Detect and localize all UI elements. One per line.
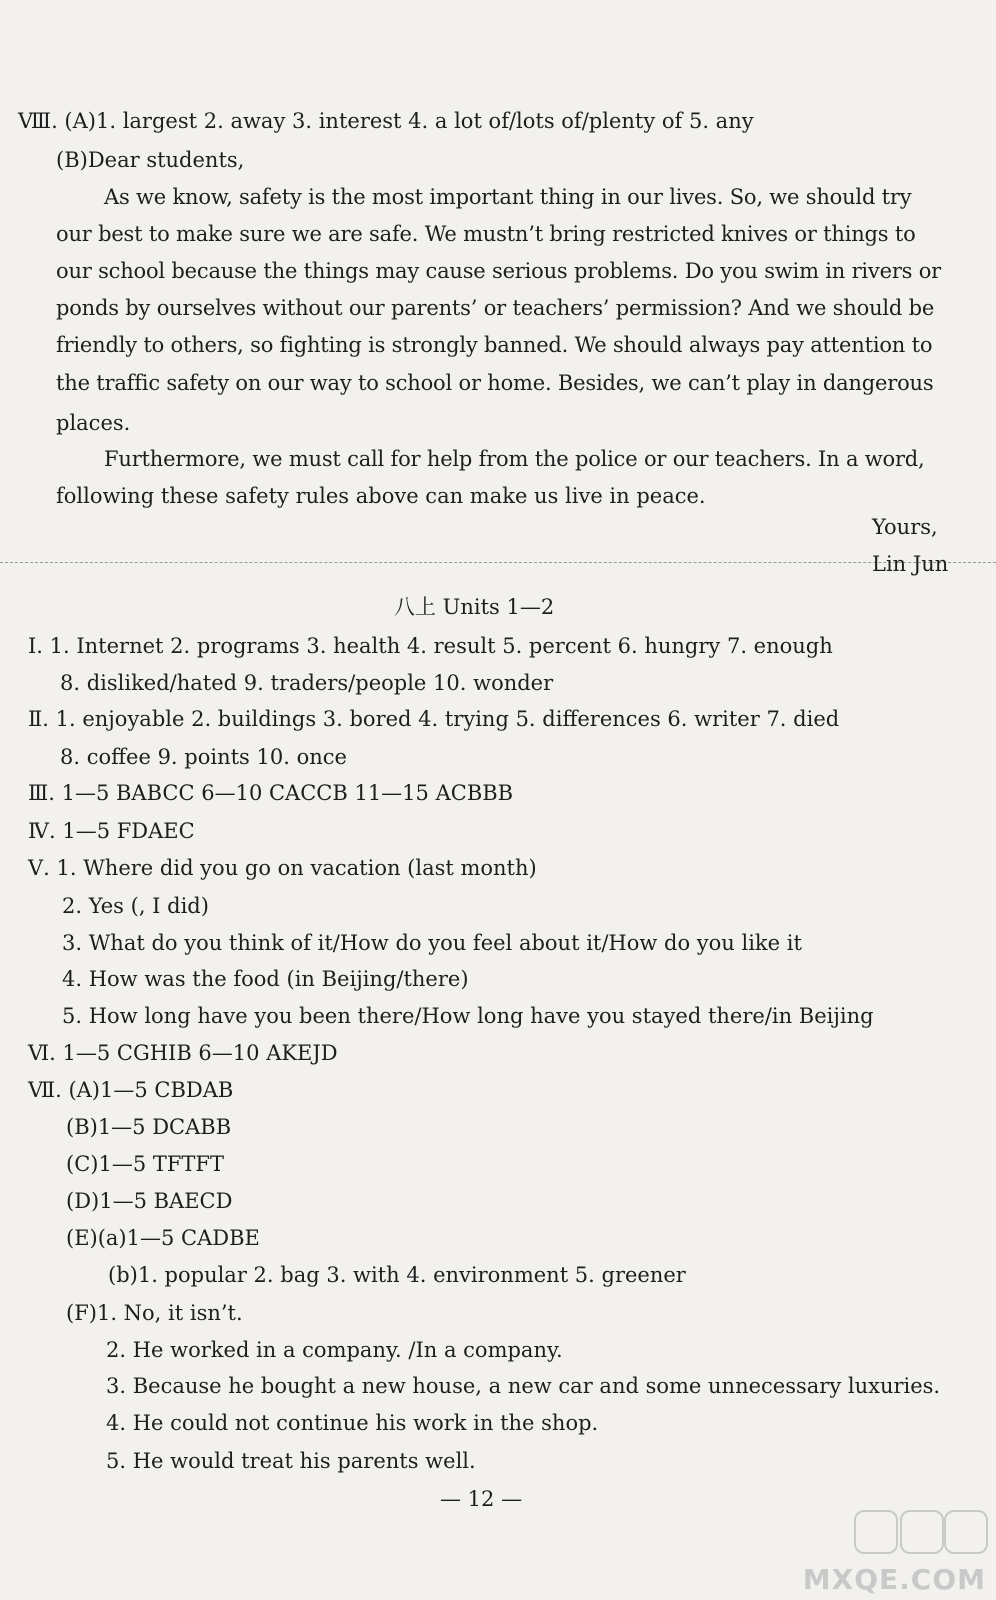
answer-line: 3. What do you think of it/How do you feel about it/How do you like it <box>62 931 802 955</box>
watermark-logo <box>802 1506 990 1596</box>
answer-line: 5. How long have you been there/How long have you stayed there/in Beijing <box>62 1004 874 1028</box>
answer-line: 2. He worked in a company. /In a company. <box>106 1338 563 1362</box>
letter-line: the traffic safety on our way to school or home. Besides, we can’t play in dangerous <box>56 371 934 395</box>
letter-line: our school because the things may cause serious problems. Do you swim in rivers or <box>56 259 941 283</box>
answer-line: (C)1—5 TFTFT <box>66 1152 225 1176</box>
answer-line: (E)(a)1—5 CADBE <box>66 1226 260 1250</box>
letter-line: following these safety rules above can make us live in peace. <box>56 484 706 508</box>
section-8-a-answers: Ⅷ. (A)1. largest 2. away 3. interest 4. a lot of/lots of/plenty of 5. any <box>18 109 754 133</box>
answer-line: 8. coffee 9. points 10. once <box>60 745 347 769</box>
letter-signature: Lin Jun <box>872 552 949 576</box>
section-heading: 八上 Units 1—2 <box>394 595 555 619</box>
answer-line: 8. disliked/hated 9. traders/people 10. wonder <box>60 671 554 695</box>
answer-line: Ⅴ. 1. Where did you go on vacation (last month) <box>28 856 537 880</box>
answer-line: Ⅵ. 1—5 CGHIB 6—10 AKEJD <box>28 1041 338 1065</box>
answer-line: Ⅲ. 1—5 BABCC 6—10 CACCB 11—15 ACBBB <box>28 781 514 805</box>
answer-line: (D)1—5 BAECD <box>66 1189 233 1213</box>
answer-line: Ⅳ. 1—5 FDAEC <box>28 819 195 843</box>
answer-line: 2. Yes (, I did) <box>62 894 209 918</box>
letter-closing: Yours, <box>872 515 938 539</box>
letter-line: ponds by ourselves without our parents’ or teachers’ permission? And we should be <box>56 296 935 320</box>
letter-greeting: (B)Dear students, <box>56 148 245 172</box>
answer-line: (B)1—5 DCABB <box>66 1115 232 1139</box>
answer-line: (b)1. popular 2. bag 3. with 4. environment 5. greener <box>108 1263 686 1287</box>
answer-line: Ⅱ. 1. enjoyable 2. buildings 3. bored 4. trying 5. differences 6. writer 7. died <box>28 707 840 731</box>
answer-line: 3. Because he bought a new house, a new car and some unnecessary luxuries. <box>106 1374 941 1398</box>
letter-line: our best to make sure we are safe. We mustn’t bring restricted knives or things to <box>56 222 916 246</box>
answer-line: 5. He would treat his parents well. <box>106 1449 476 1473</box>
page-number: — 12 — <box>440 1487 523 1511</box>
letter-line: places. <box>56 411 131 435</box>
watermark-text: MXQE.COM <box>802 1563 986 1596</box>
answer-line: 4. He could not continue his work in the shop. <box>106 1411 599 1435</box>
section-divider <box>0 562 996 563</box>
answer-line: Ⅶ. (A)1—5 CBDAB <box>28 1078 234 1102</box>
letter-line: friendly to others, so fighting is strongly banned. We should always pay attention to <box>56 333 933 357</box>
answer-line: 4. How was the food (in Beijing/there) <box>62 967 469 991</box>
letter-line: Furthermore, we must call for help from the police or our teachers. In a word, <box>104 447 925 471</box>
letter-line: As we know, safety is the most important thing in our lives. So, we should try <box>104 185 912 209</box>
answer-line: Ⅰ. 1. Internet 2. programs 3. health 4. result 5. percent 6. hungry 7. enough <box>28 634 833 658</box>
answer-line: (F)1. No, it isn’t. <box>66 1301 243 1325</box>
